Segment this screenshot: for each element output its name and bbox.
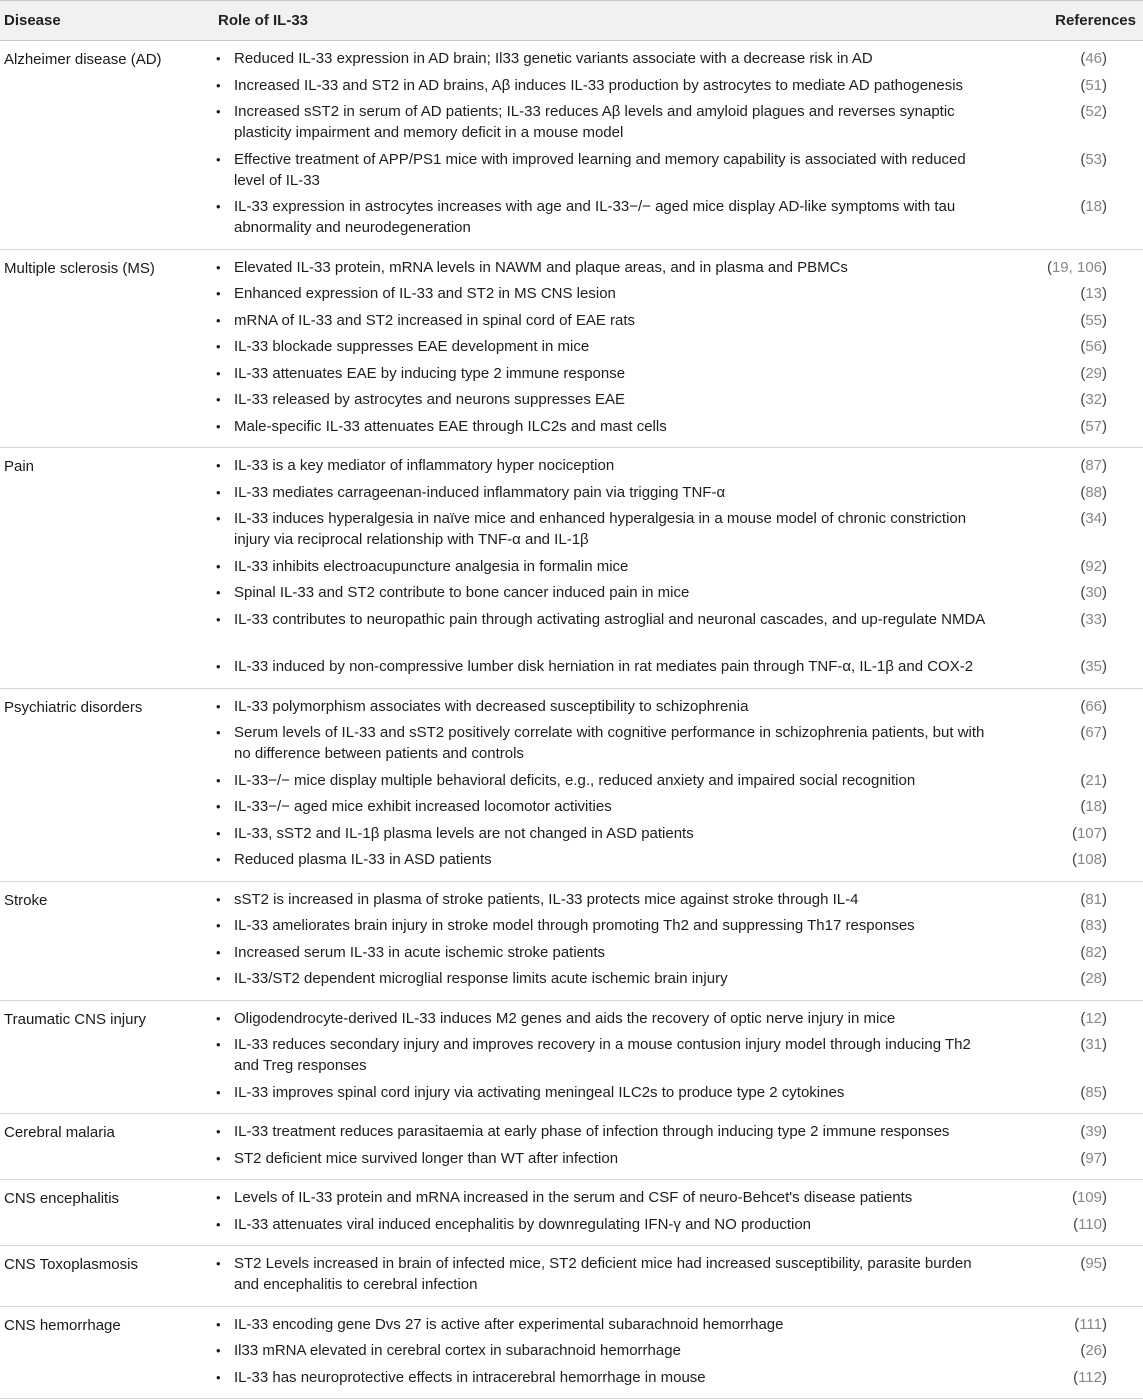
bullet-icon: • — [216, 823, 221, 844]
bullet-icon: • — [216, 796, 221, 817]
reference-cell: (56) — [1080, 336, 1107, 357]
reference-number[interactable]: 56 — [1085, 338, 1102, 355]
reference-number[interactable]: 35 — [1085, 658, 1102, 675]
reference-cell: (12) — [1080, 1008, 1107, 1029]
reference-number[interactable]: 85 — [1085, 1084, 1102, 1101]
reference-number[interactable]: 31 — [1085, 1036, 1102, 1053]
reference-number[interactable]: 66 — [1085, 698, 1102, 715]
role-text: IL-33 mediates carrageenan-induced inflammatory pain via trigging TNF-α — [234, 482, 994, 503]
bullet-icon: • — [216, 942, 221, 963]
role-text: IL-33 treatment reduces parasitaemia at early phase of infection through inducing type 2 immune responses — [234, 1121, 994, 1142]
bullet-icon: • — [216, 1187, 221, 1208]
reference-number[interactable]: 92 — [1085, 558, 1102, 575]
reference-cell: (88) — [1080, 482, 1107, 503]
bullet-icon: • — [216, 336, 221, 357]
role-text: IL-33−/− aged mice exhibit increased locomotor activities — [234, 796, 994, 817]
reference-cell: (55) — [1080, 310, 1107, 331]
reference-cell: (51) — [1080, 75, 1107, 96]
role-text: IL-33 attenuates EAE by inducing type 2 immune response — [234, 363, 994, 384]
role-text: IL-33 expression in astrocytes increases with age and IL-33−/− aged mice display AD-like symptoms with tau abnormality and neurodegeneration — [234, 196, 994, 238]
bullet-icon: • — [216, 1034, 221, 1055]
bullet-icon: • — [216, 196, 221, 217]
reference-number[interactable]: 57 — [1085, 418, 1102, 435]
reference-number[interactable]: 87 — [1085, 457, 1102, 474]
reference-number[interactable]: 108 — [1077, 851, 1102, 868]
role-text: IL-33 inhibits electroacupuncture analgesia in formalin mice — [234, 556, 994, 577]
reference-number[interactable]: 111 — [1079, 1316, 1102, 1333]
role-text: IL-33/ST2 dependent microglial response limits acute ischemic brain injury — [234, 968, 994, 989]
reference-cell: (46) — [1080, 48, 1107, 69]
reference-number[interactable]: 12 — [1085, 1010, 1102, 1027]
reference-number[interactable]: 110 — [1078, 1216, 1102, 1233]
role-text: Reduced plasma IL-33 in ASD patients — [234, 849, 994, 870]
role-text: IL-33−/− mice display multiple behavioral deficits, e.g., reduced anxiety and impaired social recognition — [234, 770, 994, 791]
bullet-icon: • — [216, 149, 221, 170]
bullet-icon: • — [216, 1214, 221, 1235]
reference-cell: (32) — [1080, 389, 1107, 410]
disease-group — [0, 1114, 1143, 1180]
reference-number[interactable]: 21 — [1085, 772, 1102, 789]
role-text: ST2 deficient mice survived longer than WT after infection — [234, 1148, 994, 1169]
bullet-icon: • — [216, 508, 221, 529]
reference-number[interactable]: 29 — [1085, 365, 1102, 382]
bullet-icon: • — [216, 582, 221, 603]
reference-number[interactable]: 51 — [1085, 77, 1102, 94]
reference-number[interactable]: 82 — [1085, 944, 1102, 961]
reference-cell: (95) — [1080, 1253, 1107, 1274]
disease-group — [0, 41, 1143, 250]
reference-cell: (112) — [1073, 1367, 1107, 1388]
reference-cell: (35) — [1080, 656, 1107, 677]
table-header-row — [0, 0, 1143, 41]
bullet-icon: • — [216, 455, 221, 476]
bullet-icon: • — [216, 310, 221, 331]
bullet-icon: • — [216, 363, 221, 384]
reference-cell: (30) — [1080, 582, 1107, 603]
bullet-icon: • — [216, 416, 221, 437]
disease-name: Cerebral malaria — [4, 1122, 115, 1143]
role-text: Spinal IL-33 and ST2 contribute to bone cancer induced pain in mice — [234, 582, 994, 603]
role-text: IL-33 is a key mediator of inflammatory hyper nociception — [234, 455, 994, 476]
role-text: IL-33 induced by non-compressive lumber disk herniation in rat mediates pain through TNF-α, IL-1β and COX-2 — [234, 656, 994, 677]
reference-cell: (39) — [1080, 1121, 1107, 1142]
reference-cell: (87) — [1080, 455, 1107, 476]
disease-name: CNS hemorrhage — [4, 1315, 121, 1336]
bullet-icon: • — [216, 482, 221, 503]
bullet-icon: • — [216, 1082, 221, 1103]
role-text: sST2 is increased in plasma of stroke patients, IL-33 protects mice against stroke through IL-4 — [234, 889, 994, 910]
bullet-icon: • — [216, 257, 221, 278]
disease-name: Pain — [4, 456, 34, 477]
reference-number[interactable]: 107 — [1077, 825, 1102, 842]
disease-name: Psychiatric disorders — [4, 697, 142, 718]
role-text: ST2 Levels increased in brain of infected mice, ST2 deficient mice had increased susceptibility, parasite burden and encephalitis to cerebral infection — [234, 1253, 994, 1295]
reference-cell: (83) — [1080, 915, 1107, 936]
reference-number[interactable]: 39 — [1085, 1123, 1102, 1140]
disease-group — [0, 882, 1143, 1001]
bullet-icon: • — [216, 696, 221, 717]
reference-cell: (110) — [1073, 1214, 1107, 1235]
bullet-icon: • — [216, 722, 221, 743]
reference-number[interactable]: 34 — [1085, 510, 1102, 527]
reference-number[interactable]: 46 — [1085, 50, 1102, 67]
reference-cell: (57) — [1080, 416, 1107, 437]
reference-number[interactable]: 28 — [1085, 970, 1102, 987]
bullet-icon: • — [216, 1340, 221, 1361]
role-text: IL-33 induces hyperalgesia in naïve mice and enhanced hyperalgesia in a mouse model of chronic constriction injury via reciprocal relationship with TNF-α and IL-1β — [234, 508, 994, 550]
disease-name: Stroke — [4, 890, 47, 911]
role-text: Male-specific IL-33 attenuates EAE through ILC2s and mast cells — [234, 416, 994, 437]
bullet-icon: • — [216, 1008, 221, 1029]
role-text: Enhanced expression of IL-33 and ST2 in MS CNS lesion — [234, 283, 994, 304]
bullet-icon: • — [216, 656, 221, 677]
reference-cell: (107) — [1072, 823, 1107, 844]
reference-cell: (85) — [1080, 1082, 1107, 1103]
reference-number[interactable]: 32 — [1085, 391, 1102, 408]
bullet-icon: • — [216, 889, 221, 910]
reference-cell: (18) — [1080, 796, 1107, 817]
reference-cell: (13) — [1080, 283, 1107, 304]
disease-group — [0, 1001, 1143, 1115]
role-text: IL-33 has neuroprotective effects in intracerebral hemorrhage in mouse — [234, 1367, 994, 1388]
role-text: IL-33 reduces secondary injury and improves recovery in a mouse contusion injury model through inducing Th2 and Treg responses — [234, 1034, 994, 1076]
role-text: IL-33 attenuates viral induced encephalitis by downregulating IFN-γ and NO production — [234, 1214, 994, 1235]
bullet-icon: • — [216, 1367, 221, 1388]
disease-group — [0, 448, 1143, 689]
role-text: Oligodendrocyte-derived IL-33 induces M2 genes and aids the recovery of optic nerve injury in mice — [234, 1008, 994, 1029]
reference-cell: (97) — [1080, 1148, 1107, 1169]
header-references: References — [1055, 12, 1136, 29]
reference-number[interactable]: 18 — [1085, 198, 1102, 215]
reference-cell: (26) — [1080, 1340, 1107, 1361]
disease-name: Traumatic CNS injury — [4, 1009, 146, 1030]
role-text: Reduced IL-33 expression in AD brain; Il33 genetic variants associate with a decrease risk in AD — [234, 48, 994, 69]
bullet-icon: • — [216, 75, 221, 96]
disease-name: Alzheimer disease (AD) — [4, 49, 162, 70]
role-text: Elevated IL-33 protein, mRNA levels in NAWM and plaque areas, and in plasma and PBMCs — [234, 257, 994, 278]
bullet-icon: • — [216, 849, 221, 870]
reference-number[interactable]: 81 — [1085, 891, 1102, 908]
reference-cell: (82) — [1080, 942, 1107, 963]
reference-number[interactable]: 67 — [1085, 724, 1102, 741]
reference-number[interactable]: 55 — [1085, 312, 1102, 329]
reference-cell: (19, 106) — [1047, 257, 1107, 278]
bullet-icon: • — [216, 1148, 221, 1169]
reference-cell: (92) — [1080, 556, 1107, 577]
bullet-icon: • — [216, 1314, 221, 1335]
reference-cell: (28) — [1080, 968, 1107, 989]
role-text: IL-33 polymorphism associates with decreased susceptibility to schizophrenia — [234, 696, 994, 717]
reference-number[interactable]: 53 — [1085, 151, 1102, 168]
header-disease: Disease — [4, 12, 61, 29]
disease-name: CNS encephalitis — [4, 1188, 119, 1209]
role-text: Increased sST2 in serum of AD patients; IL-33 reduces Aβ levels and amyloid plagues and reverses synaptic plasticity impairment and memory deficit in a mouse model — [234, 101, 994, 143]
bullet-icon: • — [216, 389, 221, 410]
disease-group — [0, 1307, 1143, 1399]
role-text: IL-33 encoding gene Dvs 27 is active after experimental subarachnoid hemorrhage — [234, 1314, 994, 1335]
reference-cell: (109) — [1072, 1187, 1107, 1208]
reference-cell: (21) — [1080, 770, 1107, 791]
reference-number[interactable]: 109 — [1077, 1189, 1102, 1206]
bullet-icon: • — [216, 1121, 221, 1142]
reference-number[interactable]: 13 — [1085, 285, 1102, 302]
role-text: IL-33 blockade suppresses EAE development in mice — [234, 336, 994, 357]
role-text: Increased serum IL-33 in acute ischemic stroke patients — [234, 942, 994, 963]
reference-number[interactable]: 97 — [1085, 1150, 1102, 1167]
reference-number[interactable]: 33 — [1085, 611, 1102, 628]
role-text: Effective treatment of APP/PS1 mice with improved learning and memory capability is associated with reduced level of IL-33 — [234, 149, 994, 191]
reference-cell: (111) — [1074, 1314, 1107, 1335]
reference-number[interactable]: 95 — [1085, 1255, 1102, 1272]
role-text: IL-33 improves spinal cord injury via activating meningeal ILC2s to produce type 2 cytokines — [234, 1082, 994, 1103]
role-text: IL-33 released by astrocytes and neurons suppresses EAE — [234, 389, 994, 410]
reference-cell: (29) — [1080, 363, 1107, 384]
role-text: Serum levels of IL-33 and sST2 positively correlate with cognitive performance in schizophrenia patients, but with no difference between patients and controls — [234, 722, 994, 764]
role-text: IL-33, sST2 and IL-1β plasma levels are not changed in ASD patients — [234, 823, 994, 844]
bullet-icon: • — [216, 1253, 221, 1274]
reference-number[interactable]: 30 — [1085, 584, 1102, 601]
bullet-icon: • — [216, 556, 221, 577]
bullet-icon: • — [216, 48, 221, 69]
reference-number[interactable]: 112 — [1078, 1369, 1102, 1386]
reference-number[interactable]: 26 — [1085, 1342, 1102, 1359]
reference-cell: (108) — [1072, 849, 1107, 870]
reference-cell: (53) — [1080, 149, 1107, 170]
bullet-icon: • — [216, 609, 221, 630]
reference-cell: (33) — [1080, 609, 1107, 630]
role-text: IL-33 ameliorates brain injury in stroke model through promoting Th2 and suppressing Th17 responses — [234, 915, 994, 936]
bullet-icon: • — [216, 968, 221, 989]
disease-name: CNS Toxoplasmosis — [4, 1254, 138, 1275]
bullet-icon: • — [216, 915, 221, 936]
reference-cell: (18) — [1080, 196, 1107, 217]
reference-number[interactable]: 83 — [1085, 917, 1102, 934]
disease-group — [0, 1246, 1143, 1307]
reference-cell: (34) — [1080, 508, 1107, 529]
bullet-icon: • — [216, 101, 221, 122]
reference-number[interactable]: 52 — [1085, 103, 1102, 120]
disease-name: Multiple sclerosis (MS) — [4, 258, 155, 279]
bullet-icon: • — [216, 283, 221, 304]
reference-cell: (52) — [1080, 101, 1107, 122]
reference-number[interactable]: 88 — [1085, 484, 1102, 501]
role-text: Il33 mRNA elevated in cerebral cortex in subarachnoid hemorrhage — [234, 1340, 994, 1361]
role-text: IL-33 contributes to neuropathic pain through activating astroglial and neuronal cascades, and up-regulate NMDA — [234, 609, 994, 630]
disease-group — [0, 250, 1143, 449]
reference-number[interactable]: 19, 106 — [1052, 259, 1102, 276]
reference-number[interactable]: 18 — [1085, 798, 1102, 815]
disease-group — [0, 689, 1143, 882]
role-text: mRNA of IL-33 and ST2 increased in spinal cord of EAE rats — [234, 310, 994, 331]
role-text: Levels of IL-33 protein and mRNA increased in the serum and CSF of neuro-Behcet's disease patients — [234, 1187, 994, 1208]
role-text: Increased IL-33 and ST2 in AD brains, Aβ induces IL-33 production by astrocytes to mediate AD pathogenesis — [234, 75, 994, 96]
header-role: Role of IL-33 — [218, 12, 308, 29]
reference-cell: (66) — [1080, 696, 1107, 717]
bullet-icon: • — [216, 770, 221, 791]
reference-cell: (31) — [1080, 1034, 1107, 1055]
reference-cell: (67) — [1080, 722, 1107, 743]
reference-cell: (81) — [1080, 889, 1107, 910]
disease-group — [0, 1180, 1143, 1246]
